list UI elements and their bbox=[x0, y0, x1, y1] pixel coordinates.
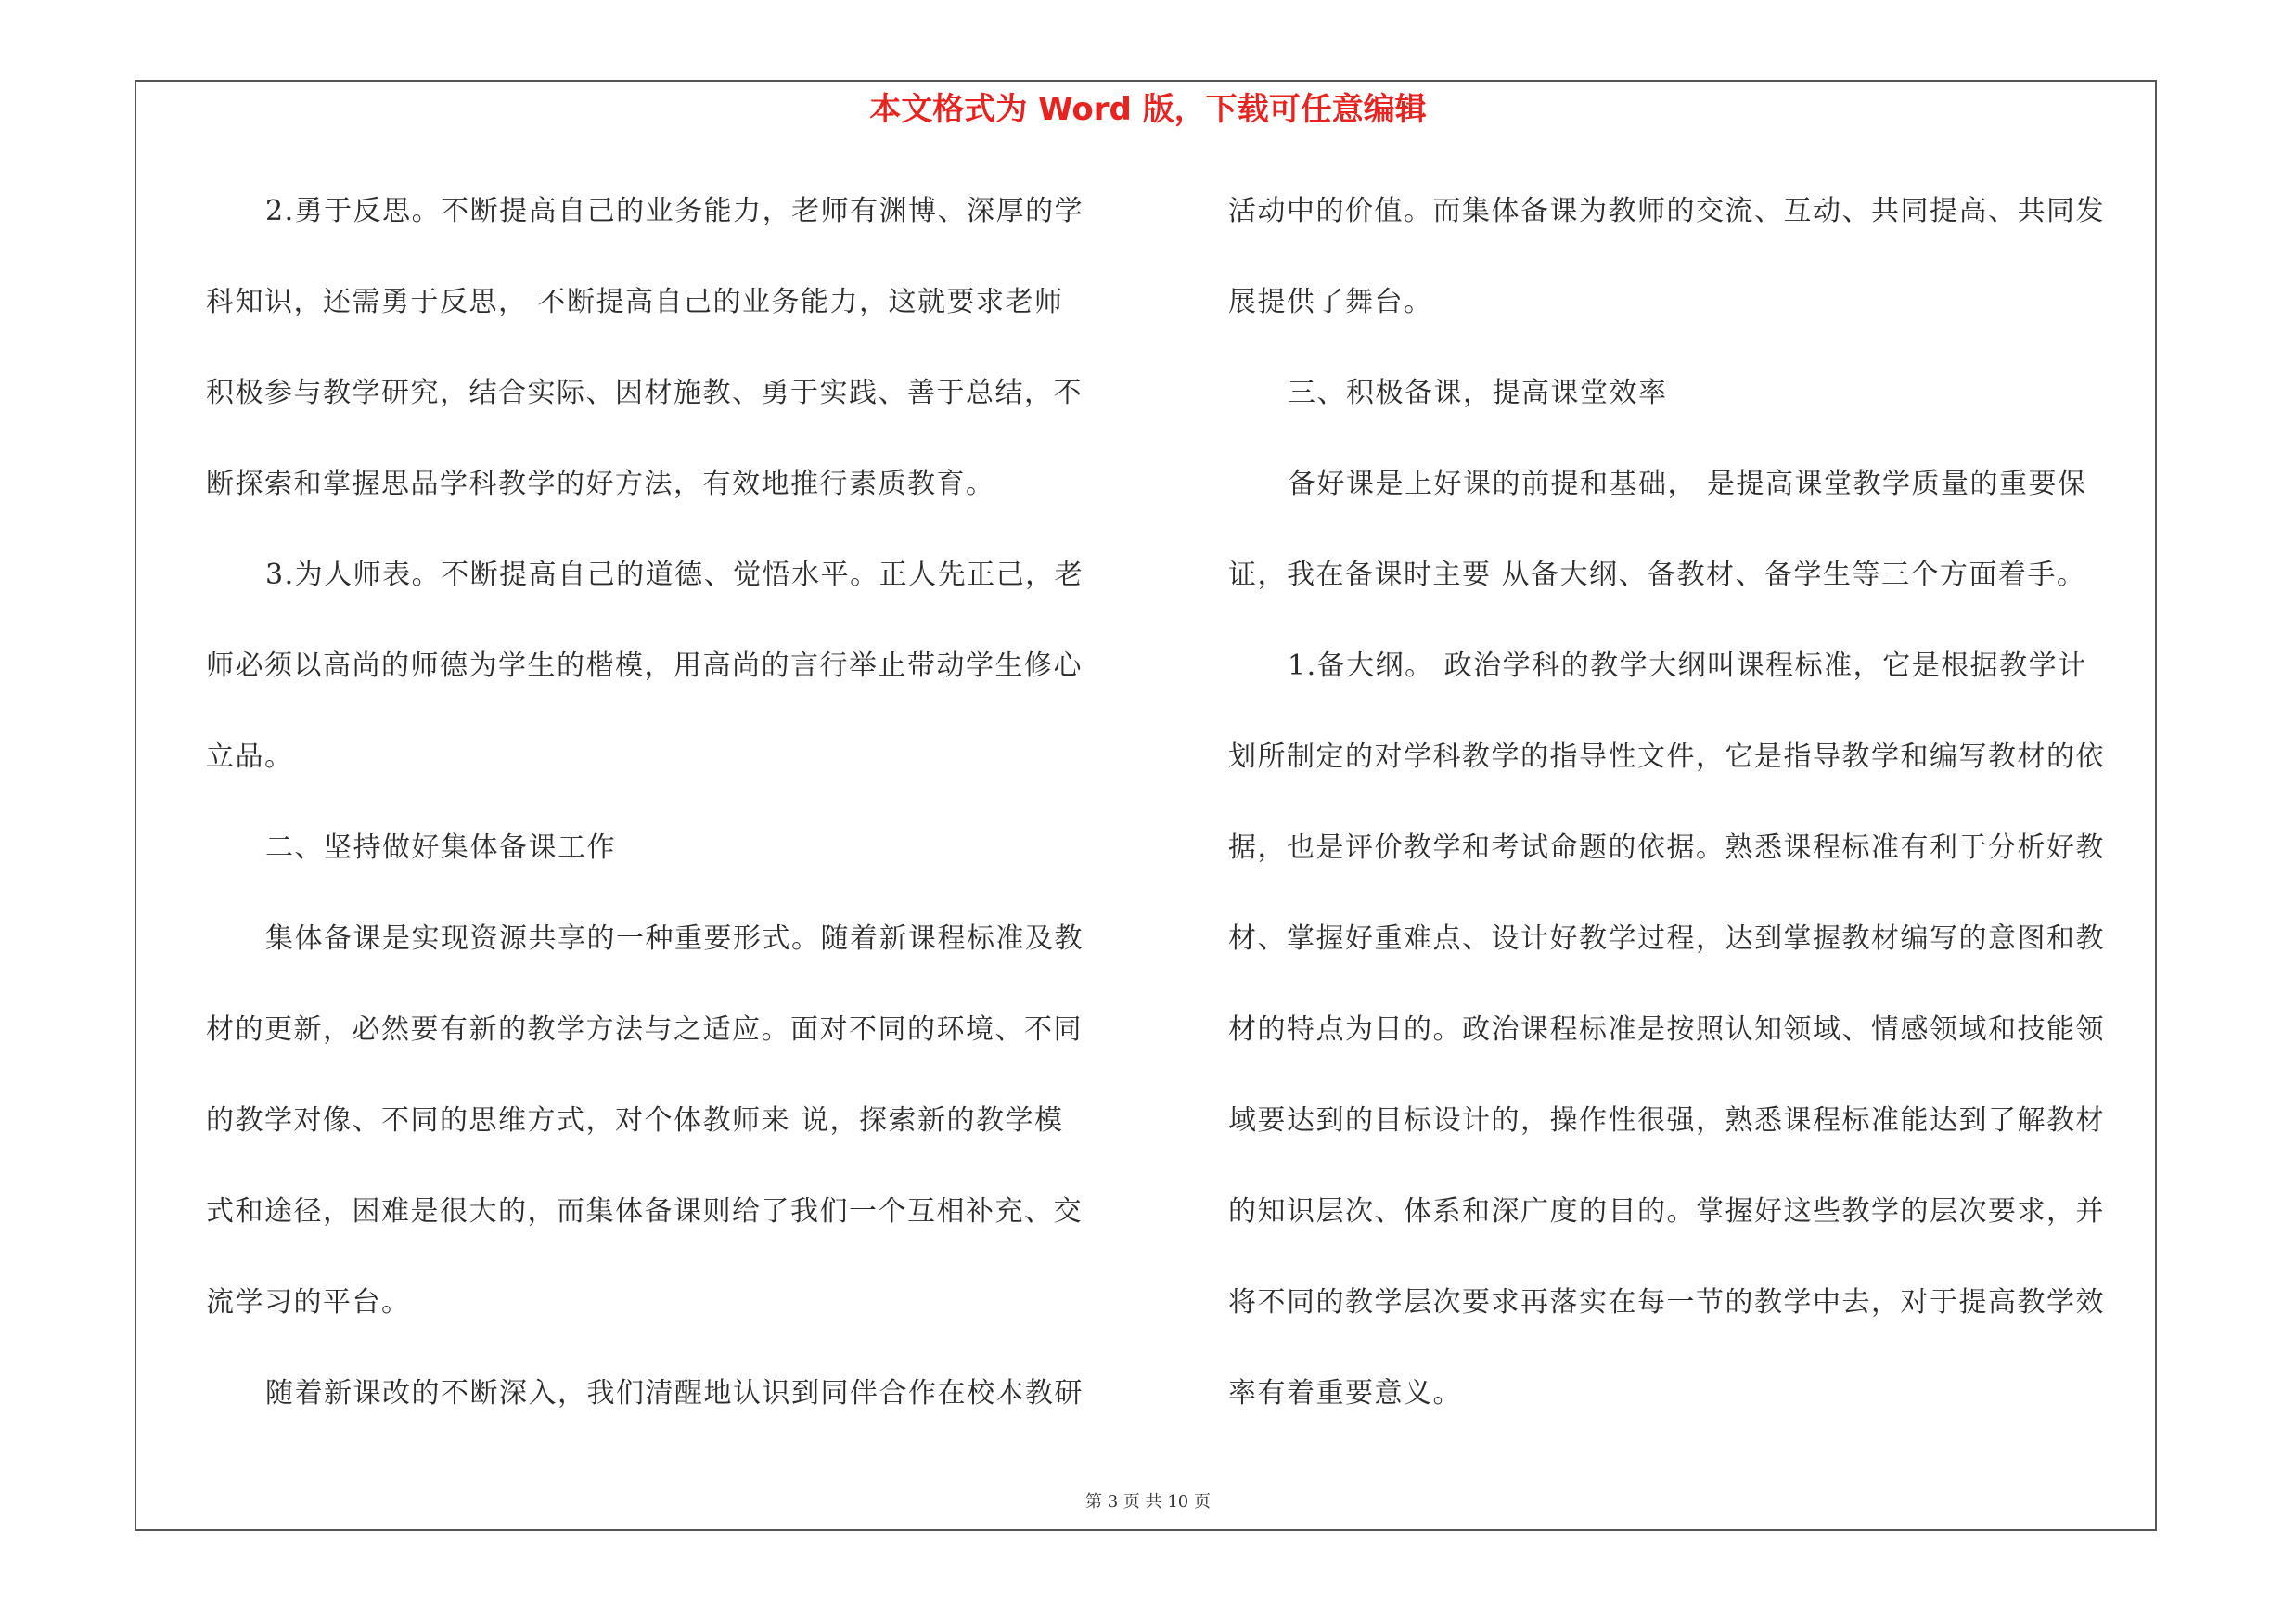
text-line: 活动中的价值。而集体备课为教师的交流、互动、共同提高、共同发 bbox=[1228, 195, 2105, 227]
text-line: 2.勇于反思。不断提高自己的业务能力，老师有渊博、深厚的学 bbox=[265, 195, 1084, 227]
text-line: 划所制定的对学科教学的指导性文件，它是指导教学和编写教材的依 bbox=[1228, 741, 2105, 773]
text-line: 证，我在备课时主要 从备大纲、备教材、备学生等三个方面着手。 bbox=[1228, 559, 2086, 591]
text-line: 的知识层次、体系和深广度的目的。掌握好这些教学的层次要求，并 bbox=[1228, 1195, 2105, 1228]
section-heading: 二、坚持做好集体备课工作 bbox=[265, 831, 616, 864]
text-line: 随着新课改的不断深入，我们清醒地认识到同伴合作在校本教研 bbox=[265, 1377, 1084, 1410]
text-line: 材、掌握好重难点、设计好教学过程，达到掌握教材编写的意图和教 bbox=[1228, 922, 2105, 955]
text-line: 材的更新，必然要有新的教学方法与之适应。面对不同的环境、不同 bbox=[206, 1013, 1083, 1046]
text-line: 师必须以高尚的师德为学生的楷模，用高尚的言行举止带动学生修心 bbox=[206, 650, 1083, 682]
text-line: 流学习的平台。 bbox=[206, 1286, 411, 1319]
text-line: 积极参与教学研究，结合实际、因材施教、勇于实践、善于总结，不 bbox=[206, 377, 1083, 409]
text-line: 1.备大纲。 政治学科的教学大纲叫课程标准，它是根据教学计 bbox=[1288, 650, 2087, 682]
text-line: 材的特点为目的。政治课程标准是按照认知领域、情感领域和技能领 bbox=[1228, 1013, 2105, 1046]
section-heading: 三、积极备课，提高课堂效率 bbox=[1288, 377, 1668, 409]
text-line: 立品。 bbox=[206, 741, 294, 773]
text-line: 据，也是评价教学和考试命题的依据。熟悉课程标准有利于分析好教 bbox=[1228, 831, 2105, 864]
text-line: 3.为人师表。不断提高自己的道德、觉悟水平。正人先正己，老 bbox=[265, 559, 1084, 591]
text-line: 集体备课是实现资源共享的一种重要形式。随着新课程标准及教 bbox=[265, 922, 1084, 955]
editable-notice-banner: 本文格式为 Word 版，下载可任意编辑 bbox=[869, 91, 1427, 128]
text-line: 展提供了舞台。 bbox=[1228, 286, 1433, 318]
text-line: 域要达到的目标设计的，操作性很强，熟悉课程标准能达到了解教材 bbox=[1228, 1104, 2105, 1137]
text-line: 断探索和掌握思品学科教学的好方法，有效地推行素质教育。 bbox=[206, 468, 995, 500]
text-line: 科知识，还需勇于反思， 不断提高自己的业务能力，这就要求老师 bbox=[206, 286, 1064, 318]
text-line: 备好课是上好课的前提和基础， 是提高课堂教学质量的重要保 bbox=[1288, 468, 2087, 500]
text-line: 率有着重要意义。 bbox=[1228, 1377, 1462, 1410]
text-line: 式和途径，困难是很大的，而集体备课则给了我们一个互相补充、交 bbox=[206, 1195, 1083, 1228]
page-number-footer: 第 3 页 共 10 页 bbox=[1085, 1492, 1211, 1512]
text-line: 将不同的教学层次要求再落实在每一节的教学中去，对于提高教学效 bbox=[1228, 1286, 2105, 1319]
text-line: 的教学对像、不同的思维方式，对个体教师来 说，探索新的教学模 bbox=[206, 1104, 1064, 1137]
